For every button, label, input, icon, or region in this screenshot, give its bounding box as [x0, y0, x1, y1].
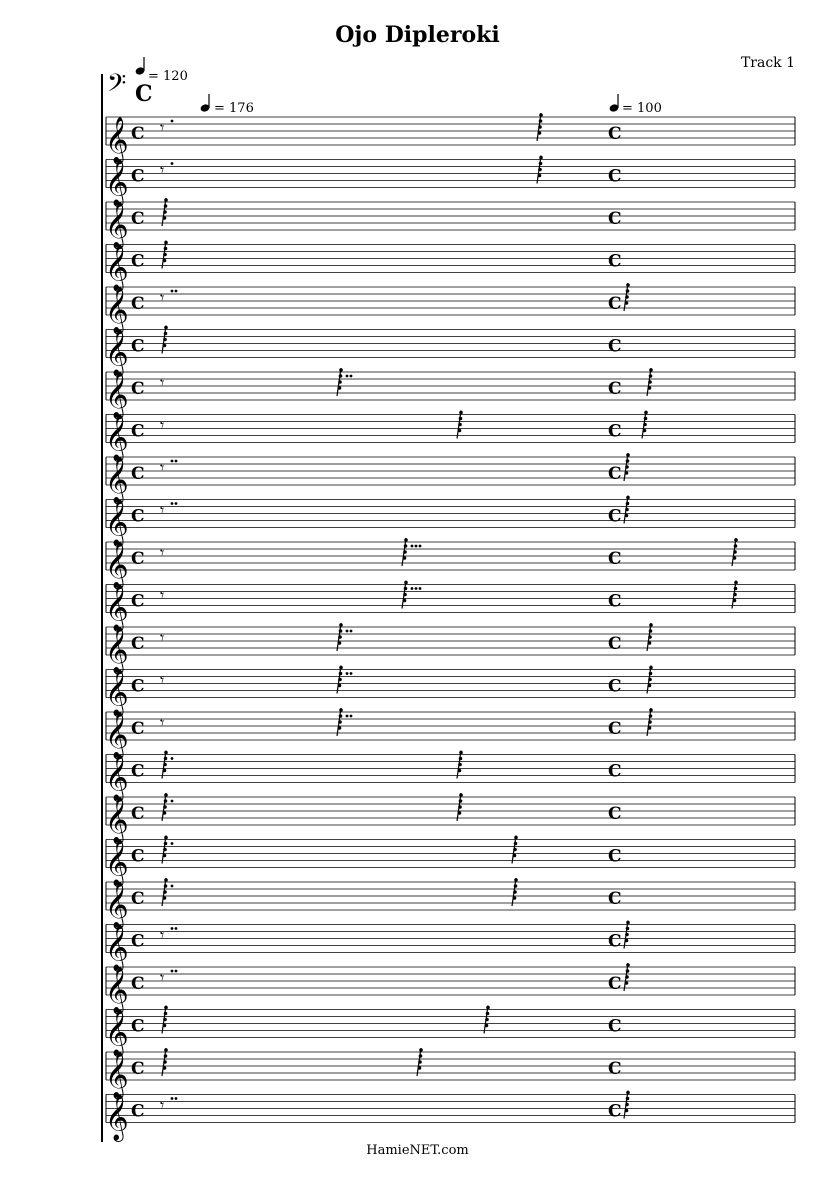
short-rest-flag	[164, 751, 168, 755]
short-rest-flag	[648, 726, 652, 730]
rest-dot	[171, 290, 174, 293]
treble-clef-icon: 𝄞	[105, 159, 129, 206]
short-rest-flag	[164, 842, 168, 846]
short-rest-flag	[404, 544, 408, 548]
short-rest-flag	[649, 629, 653, 633]
short-rest-flag	[339, 629, 343, 633]
time-signature: C	[131, 1016, 145, 1037]
rest-dot	[350, 672, 353, 675]
time-signature-change: C	[608, 336, 622, 357]
short-rest-flag	[164, 793, 168, 797]
short-rest-flag	[404, 587, 408, 591]
treble-clef-icon: 𝄞	[105, 1052, 129, 1098]
tempo-mark-100: = 100	[622, 101, 662, 116]
track-label: Track 1	[740, 55, 795, 71]
time-signature: C	[131, 931, 145, 952]
tempo-mark-120: = 120	[148, 69, 188, 84]
short-rest-flag	[626, 502, 630, 506]
short-rest-flag	[458, 429, 462, 433]
time-signature-change: C	[608, 889, 622, 909]
short-rest-flag	[338, 684, 342, 688]
short-rest-flag	[164, 241, 168, 245]
treble-clef-icon: 𝄞	[105, 244, 129, 291]
short-rest-flag	[403, 550, 407, 554]
eighth-rest-icon: 𝄾	[160, 288, 165, 307]
short-rest-flag	[538, 131, 542, 135]
time-signature-change: C	[608, 846, 622, 867]
eighth-rest-icon: 𝄾	[160, 160, 165, 180]
treble-clef-icon: 𝄞	[105, 542, 129, 588]
short-rest-flag	[625, 981, 629, 985]
treble-clef-icon: 𝄞	[105, 287, 129, 333]
short-rest-flag	[733, 556, 737, 560]
short-rest-flag	[163, 769, 167, 773]
time-signature-change: C	[608, 379, 622, 399]
rest-dot	[411, 587, 414, 590]
short-rest-flag	[164, 1048, 168, 1052]
short-rest-flag	[539, 162, 543, 166]
short-rest-flag	[626, 921, 630, 925]
rest-dot	[175, 290, 178, 293]
time-signature: C	[131, 421, 145, 442]
short-rest-flag	[734, 544, 738, 548]
short-rest-flag	[459, 799, 463, 803]
treble-clef-icon: 𝄞	[105, 627, 129, 673]
short-rest-flag	[418, 1060, 422, 1064]
time-signature-change: C	[608, 761, 622, 782]
tempo-mark-176: = 176	[214, 101, 254, 116]
time-signature: C	[131, 336, 145, 357]
short-rest-flag	[164, 198, 168, 202]
short-rest-flag	[459, 417, 463, 421]
short-rest-flag	[163, 811, 167, 815]
rest-dot	[346, 630, 349, 633]
short-rest-flag	[339, 666, 343, 670]
short-rest-flag	[163, 1024, 167, 1028]
eighth-rest-icon: 𝄾	[160, 373, 165, 392]
short-rest-flag	[649, 672, 653, 676]
short-rest-flag	[733, 599, 737, 603]
short-rest-flag	[625, 471, 629, 475]
treble-clef-icon: 𝄞	[105, 584, 129, 631]
short-rest-flag	[486, 1006, 490, 1010]
short-rest-flag	[626, 459, 630, 463]
time-signature-change: C	[608, 464, 622, 484]
rest-dot	[419, 587, 422, 590]
time-signature: C	[131, 1059, 145, 1079]
short-rest-flag	[538, 168, 542, 172]
short-rest-flag	[403, 593, 407, 597]
footer-site: HamieNET.com	[366, 1143, 469, 1158]
treble-clef-icon: 𝄞	[105, 457, 129, 503]
short-rest-flag	[458, 423, 462, 427]
short-rest-flag	[163, 210, 167, 214]
short-rest-flag	[514, 884, 518, 888]
rest-dot	[415, 545, 418, 548]
short-rest-flag	[625, 1103, 629, 1107]
rest-dot	[171, 162, 174, 165]
time-signature: C	[131, 1101, 145, 1122]
short-rest-flag	[163, 854, 167, 858]
short-rest-flag	[164, 1006, 168, 1010]
treble-clef-icon: 𝄞	[105, 882, 129, 928]
time-signature-change: C	[608, 251, 622, 272]
short-rest-flag	[644, 411, 648, 415]
short-rest-flag	[163, 896, 167, 900]
rest-dot	[175, 1097, 178, 1100]
short-rest-flag	[626, 283, 630, 287]
short-rest-flag	[649, 666, 653, 670]
treble-clef-icon: 𝄞	[105, 329, 129, 376]
short-rest-flag	[626, 969, 630, 973]
short-rest-flag	[625, 514, 629, 518]
short-rest-flag	[485, 1018, 489, 1022]
short-rest-flag	[163, 1060, 167, 1064]
short-rest-flag	[648, 386, 652, 390]
short-rest-flag	[649, 374, 653, 378]
rest-dot	[350, 715, 353, 718]
short-rest-flag	[648, 720, 652, 724]
short-rest-flag	[648, 684, 652, 688]
treble-clef-icon: 𝄞	[105, 754, 129, 801]
short-rest-flag	[459, 751, 463, 755]
short-rest-flag	[164, 884, 168, 888]
short-rest-flag	[338, 635, 342, 639]
rest-dot	[411, 545, 414, 548]
short-rest-flag	[514, 836, 518, 840]
eighth-rest-icon: 𝄾	[160, 415, 165, 435]
time-signature-change: C	[608, 719, 622, 739]
short-rest-flag	[164, 332, 168, 336]
eighth-rest-icon: 𝄾	[160, 585, 165, 605]
short-rest-flag	[625, 933, 629, 937]
rest-dot	[175, 502, 178, 505]
rest-dot	[175, 970, 178, 973]
eighth-rest-icon: 𝄾	[160, 118, 165, 137]
treble-clef-icon: 𝄞	[105, 1094, 129, 1141]
short-rest-flag	[163, 848, 167, 852]
time-signature: C	[131, 761, 145, 782]
eighth-rest-icon: 𝄾	[160, 543, 165, 562]
short-rest-flag	[648, 678, 652, 682]
short-rest-flag	[513, 896, 517, 900]
time-signature-change: C	[608, 294, 622, 314]
short-rest-flag	[458, 763, 462, 767]
time-signature-change: C	[608, 1016, 622, 1037]
rest-dot	[171, 885, 174, 888]
time-signature: C	[131, 591, 145, 612]
short-rest-flag	[643, 423, 647, 427]
short-rest-flag	[626, 963, 630, 967]
short-rest-flag	[734, 581, 738, 585]
short-rest-flag	[163, 259, 167, 263]
short-rest-flag	[339, 623, 343, 627]
short-rest-flag	[539, 156, 543, 160]
eighth-rest-icon: 𝄾	[160, 713, 165, 732]
short-rest-flag	[649, 623, 653, 627]
time-signature-change: C	[608, 974, 622, 994]
treble-clef-icon: 𝄞	[105, 797, 129, 843]
short-rest-flag	[338, 678, 342, 682]
short-rest-flag	[644, 417, 648, 421]
short-rest-flag	[625, 295, 629, 299]
time-signature-change: C	[608, 421, 622, 442]
short-rest-flag	[626, 289, 630, 293]
short-rest-flag	[459, 411, 463, 415]
time-signature: C	[131, 889, 145, 909]
short-rest-flag	[625, 301, 629, 305]
short-rest-flag	[164, 204, 168, 208]
treble-clef-icon: 𝄞	[105, 372, 129, 418]
short-rest-flag	[418, 1066, 422, 1070]
short-rest-flag	[626, 1091, 630, 1095]
eighth-rest-icon: 𝄾	[160, 500, 165, 520]
time-signature-change: C	[608, 591, 622, 612]
short-rest-flag	[626, 453, 630, 457]
treble-clef-icon: 𝄞	[105, 117, 129, 163]
short-rest-flag	[338, 641, 342, 645]
eighth-rest-icon: 𝄾	[160, 670, 165, 690]
short-rest-flag	[459, 793, 463, 797]
short-rest-flag	[403, 599, 407, 603]
time-signature-change: C	[608, 1059, 622, 1079]
short-rest-flag	[163, 1066, 167, 1070]
short-rest-flag	[419, 1048, 423, 1052]
short-rest-flag	[733, 593, 737, 597]
short-rest-flag	[514, 842, 518, 846]
short-rest-flag	[338, 386, 342, 390]
short-rest-flag	[164, 326, 168, 330]
time-signature: C	[131, 294, 145, 314]
short-rest-flag	[514, 878, 518, 882]
short-rest-flag	[648, 635, 652, 639]
rest-dot	[171, 460, 174, 463]
short-rest-flag	[733, 550, 737, 554]
treble-clef-icon: 𝄞	[105, 839, 129, 886]
treble-clef-icon: 𝄞	[105, 1009, 129, 1056]
time-signature-change: C	[608, 166, 622, 187]
short-rest-flag	[164, 247, 168, 251]
short-rest-flag	[339, 368, 343, 372]
short-rest-flag	[626, 496, 630, 500]
time-signature: C	[131, 251, 145, 272]
rest-dot	[346, 375, 349, 378]
time-signature-change: C	[608, 676, 622, 697]
short-rest-flag	[339, 672, 343, 676]
rest-dot	[415, 587, 418, 590]
short-rest-flag	[649, 714, 653, 718]
short-rest-flag	[163, 805, 167, 809]
time-signature: C	[131, 846, 145, 867]
rest-dot	[171, 502, 174, 505]
time-signature-change: C	[608, 804, 622, 824]
time-signature: C	[131, 549, 145, 569]
short-rest-flag	[338, 380, 342, 384]
short-rest-flag	[164, 799, 168, 803]
short-rest-flag	[459, 757, 463, 761]
short-rest-flag	[403, 556, 407, 560]
time-signature: C	[131, 719, 145, 739]
time-signature: C	[131, 166, 145, 187]
short-rest-flag	[625, 465, 629, 469]
rest-dot	[171, 757, 174, 760]
short-rest-flag	[625, 939, 629, 943]
short-rest-flag	[538, 174, 542, 178]
time-signature: C	[131, 124, 145, 144]
short-rest-flag	[649, 708, 653, 712]
short-rest-flag	[163, 344, 167, 348]
rest-dot	[171, 1097, 174, 1100]
short-rest-flag	[734, 538, 738, 542]
short-rest-flag	[164, 1012, 168, 1016]
short-rest-flag	[404, 538, 408, 542]
eighth-rest-icon: 𝄾	[160, 925, 165, 945]
time-signature-change: C	[608, 1101, 622, 1122]
short-rest-flag	[626, 1097, 630, 1101]
short-rest-flag	[419, 1054, 423, 1058]
short-rest-flag	[538, 125, 542, 129]
time-signature-change: C	[608, 209, 622, 229]
short-rest-flag	[163, 253, 167, 257]
short-rest-flag	[339, 708, 343, 712]
rest-dot	[350, 630, 353, 633]
short-rest-flag	[338, 726, 342, 730]
short-rest-flag	[458, 769, 462, 773]
short-rest-flag	[648, 380, 652, 384]
eighth-rest-icon: 𝄾	[160, 968, 165, 987]
eighth-rest-icon: 𝄾	[160, 1095, 165, 1115]
bass-clef-icon: 𝄢	[107, 69, 127, 104]
time-signature: C	[131, 634, 145, 654]
rest-dot	[350, 375, 353, 378]
time-signature: C	[131, 506, 145, 527]
short-rest-flag	[338, 720, 342, 724]
time-signature: C	[131, 464, 145, 484]
time-signature: C	[131, 804, 145, 824]
bass-time-signature: C	[135, 81, 153, 107]
short-rest-flag	[625, 508, 629, 512]
treble-clef-icon: 𝄞	[105, 712, 129, 758]
time-signature-change: C	[608, 931, 622, 952]
time-signature-change: C	[608, 124, 622, 144]
eighth-rest-icon: 𝄾	[160, 628, 165, 647]
treble-clef-icon: 𝄞	[105, 924, 129, 971]
time-signature: C	[131, 379, 145, 399]
rest-dot	[175, 460, 178, 463]
treble-clef-icon: 𝄞	[105, 669, 129, 716]
rest-dot	[346, 715, 349, 718]
treble-clef-icon: 𝄞	[105, 967, 129, 1013]
rest-dot	[171, 120, 174, 123]
time-signature-change: C	[608, 634, 622, 654]
short-rest-flag	[458, 811, 462, 815]
short-rest-flag	[648, 641, 652, 645]
short-rest-flag	[163, 763, 167, 767]
short-rest-flag	[163, 890, 167, 894]
short-rest-flag	[339, 374, 343, 378]
short-rest-flag	[163, 1018, 167, 1022]
treble-clef-icon: 𝄞	[105, 414, 129, 461]
rest-dot	[175, 927, 178, 930]
treble-clef-icon: 𝄞	[105, 202, 129, 248]
time-signature-change: C	[608, 506, 622, 527]
short-rest-flag	[649, 368, 653, 372]
short-rest-flag	[164, 757, 168, 761]
rest-dot	[346, 672, 349, 675]
short-rest-flag	[625, 1109, 629, 1113]
short-rest-flag	[164, 1054, 168, 1058]
short-rest-flag	[164, 878, 168, 882]
rest-dot	[171, 970, 174, 973]
time-signature: C	[131, 676, 145, 697]
rest-dot	[171, 842, 174, 845]
short-rest-flag	[513, 854, 517, 858]
rest-dot	[171, 927, 174, 930]
short-rest-flag	[734, 587, 738, 591]
short-rest-flag	[626, 927, 630, 931]
short-rest-flag	[485, 1024, 489, 1028]
short-rest-flag	[643, 429, 647, 433]
eighth-rest-icon: 𝄾	[160, 458, 165, 477]
short-rest-flag	[163, 338, 167, 342]
short-rest-flag	[486, 1012, 490, 1016]
time-signature: C	[131, 209, 145, 229]
short-rest-flag	[539, 113, 543, 117]
time-signature: C	[131, 974, 145, 994]
short-rest-flag	[458, 805, 462, 809]
short-rest-flag	[164, 836, 168, 840]
short-rest-flag	[163, 216, 167, 220]
time-signature-change: C	[608, 549, 622, 569]
short-rest-flag	[404, 581, 408, 585]
rest-dot	[171, 800, 174, 803]
short-rest-flag	[539, 119, 543, 123]
short-rest-flag	[513, 848, 517, 852]
treble-clef-icon: 𝄞	[105, 499, 129, 546]
short-rest-flag	[339, 714, 343, 718]
short-rest-flag	[625, 975, 629, 979]
short-rest-flag	[513, 890, 517, 894]
rest-dot	[419, 545, 422, 548]
score-title: Ojo Dipleroki	[335, 22, 500, 48]
